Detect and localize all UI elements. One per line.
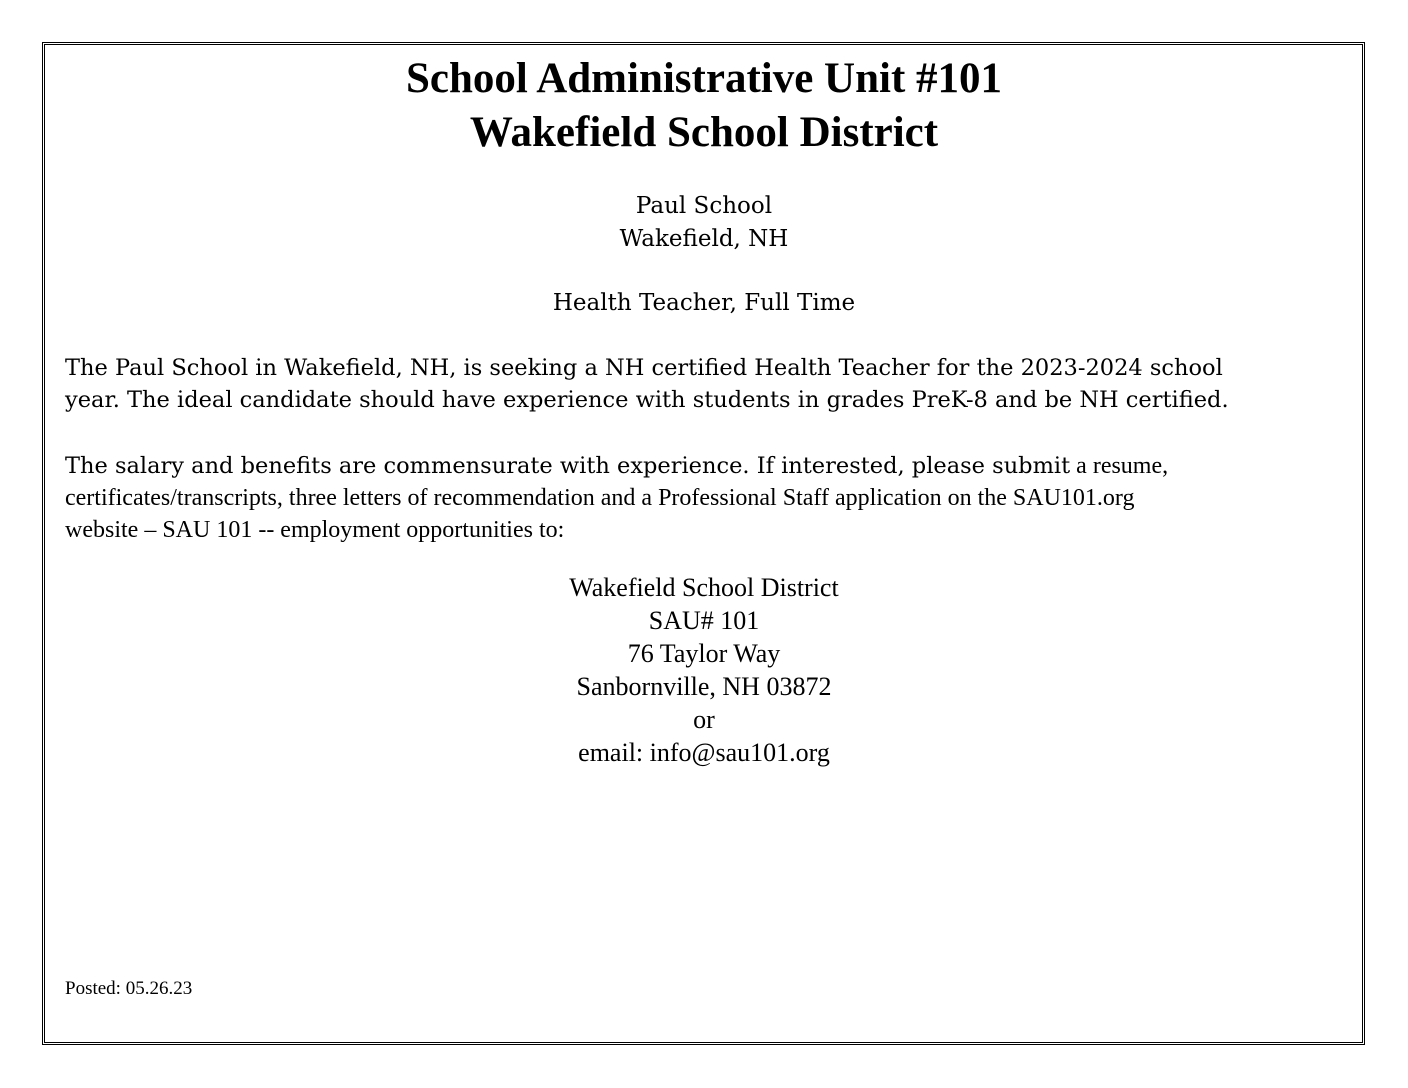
- application-line: website – SAU 101 -- employment opportunities to:: [65, 517, 565, 543]
- description-line: year. The ideal candidate should have experience with students in grades PreK-8 and be NH certified.: [65, 387, 1229, 413]
- contact-sau: SAU# 101: [648, 606, 760, 635]
- contact-email: email: info@sau101.org: [578, 738, 830, 767]
- school-name: Paul School: [635, 193, 773, 219]
- contact-district: Wakefield School District: [569, 573, 839, 602]
- school-location: Wakefield, NH: [619, 226, 789, 252]
- posted-date: Posted: 05.26.23: [65, 978, 193, 999]
- contact-or: or: [693, 705, 715, 734]
- page-title: School Administrative Unit #101: [405, 55, 1003, 102]
- description-line: The Paul School in Wakefield, NH, is seeking a NH certified Health Teacher for the 2023-2024 school: [65, 355, 1223, 381]
- contact-street: 76 Taylor Way: [627, 639, 781, 668]
- application-line: certificates/transcripts, three letters of recommendation and a Professional Staff application on the SAU101.org: [65, 485, 1135, 511]
- position-title: Health Teacher, Full Time: [552, 290, 856, 316]
- district-title: Wakefield School District: [469, 109, 939, 156]
- contact-city: Sanbornville, NH 03872: [576, 672, 832, 701]
- application-text: The salary and benefits are commensurate with experience. If interested, please submit: [65, 453, 1071, 479]
- application-text: a resume,: [1070, 453, 1169, 479]
- application-line: [65, 450, 1168, 482]
